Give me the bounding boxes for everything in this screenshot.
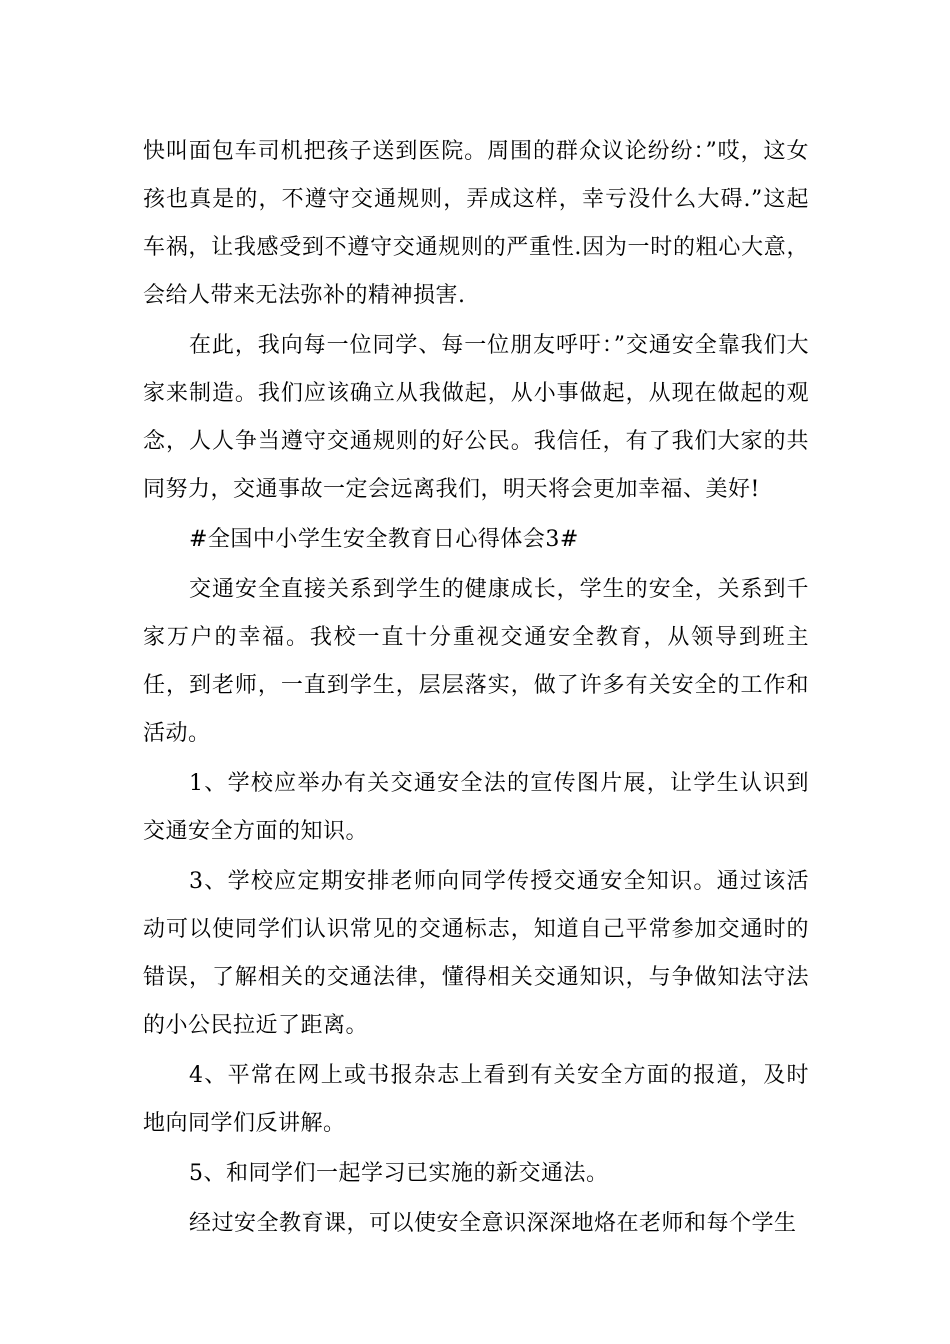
list-item-5: 5、和同学们一起学习已实施的新交通法。 — [189, 1161, 609, 1186]
list-item-3: 3、学校应定期安排老师向同学传授交通安全知识。通过该活动可以使同学们认识常见的交通标志，知道自己平常参加交通时的错误，了解相关的交通法律，懂得相关交通知识，与争做知法守法的小公民拉近了距离。 — [143, 869, 809, 1038]
list-item-4: 4、平常在网上或书报杂志上看到有关安全方面的报道，及时地向同学们反讲解。 — [143, 1063, 809, 1136]
section-heading: #全国中小学生安全教育日心得体会3# — [189, 527, 579, 552]
paragraph-3: 交通安全直接关系到学生的健康成长，学生的安全，关系到千家万户的幸福。我校一直十分重视交通安全教育，从领导到班主任，到老师，一直到学生，层层落实，做了许多有关安全的工作和活动。 — [143, 577, 809, 746]
paragraph-4: 经过安全教育课，可以使安全意识深深地烙在老师和每个学生 — [189, 1211, 797, 1236]
paragraph-1: 快叫面包车司机把孩子送到医院。周围的群众议论纷纷：”哎，这女孩也真是的，不遵守交通规则，弄成这样，幸亏没什么大碍.”这起车祸，让我感受到不遵守交通规则的严重性.因为一时的粗心大意，会给人带来无法弥补的精神损害. — [143, 139, 809, 308]
document-body — [143, 128, 809, 1250]
paragraph-2: 在此，我向每一位同学、每一位朋友呼吁：”交通安全靠我们大家来制造。我们应该确立从我做起，从小事做起，从现在做起的观念，人人争当遵守交通规则的好公民。我信任，有了我们大家的共同努力，交通事故一定会远离我们，明天将会更加幸福、美好! — [143, 333, 809, 502]
list-item-1: 1、学校应举办有关交通安全法的宣传图片展，让学生认识到交通安全方面的知识。 — [143, 771, 809, 844]
